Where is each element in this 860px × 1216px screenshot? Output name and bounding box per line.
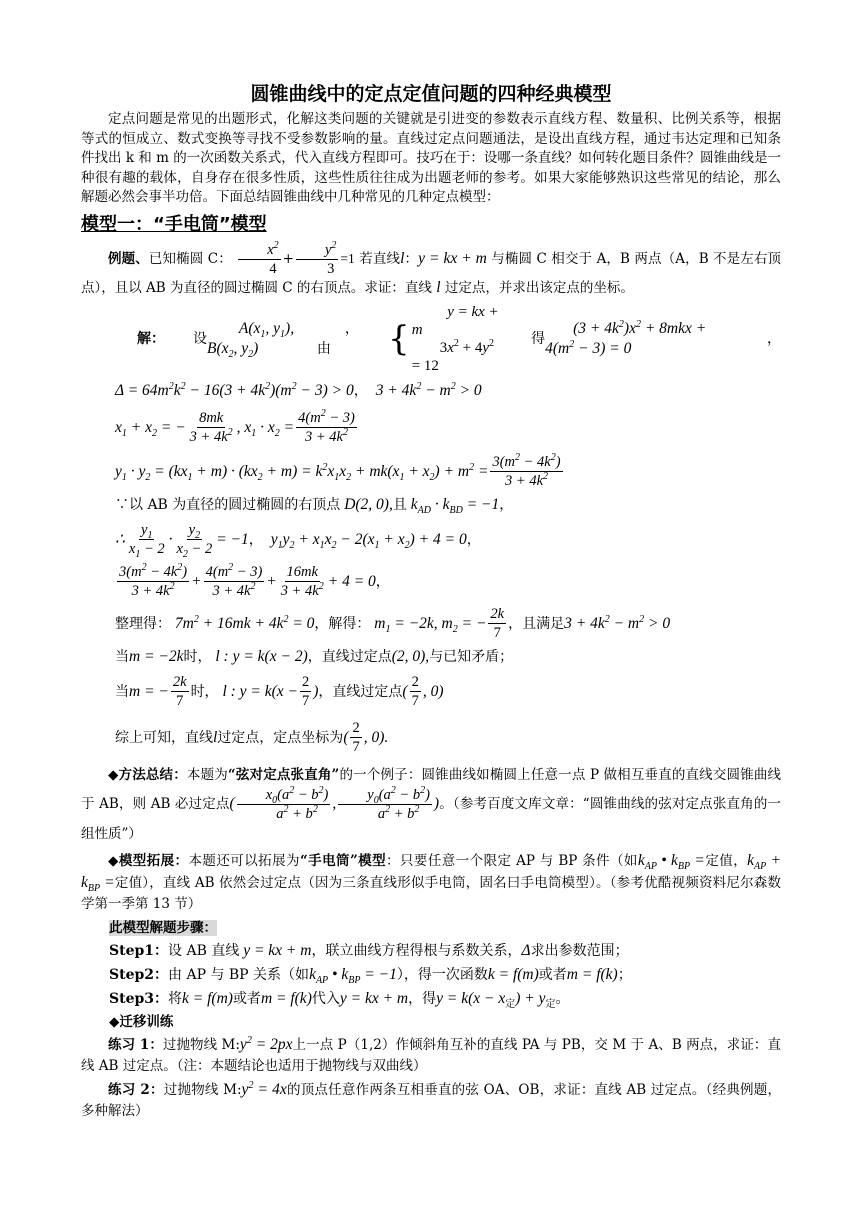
step-3-text-d: 。 [555,990,570,1007]
case1-when: 当 [115,648,129,665]
conclusion-text-a: 综上可知，直线 [115,729,213,746]
step-2-label: Step2： [109,966,169,983]
equation-system: y = kx + m $3x^2 + 4y^2 = 12$ [411,303,499,374]
summary-keyword: “弦对定点张直角” [227,766,340,783]
exercise-2-text-a: 过抛物线 M: [163,1082,242,1099]
substitution-line: $\frac{3(m^2 - 4k^2)}{3 + 4k^2}$ + $\frac{4(m^2 - 3)}{3 + 4k^2}$ + $\frac{16mk}{3 + 4k^2}$ + 4 = 0 ， [119,562,390,600]
intro-paragraph: 定点问题是常见的出题形式，化解这类问题的关键就是引进变的参数表示直线方程、数量积、比例关系等，根据等式的恒成立、数式变换等寻找不受参数影响的量。直线过定点问题通法，是设出直线方程，通过韦达定理和已知条件找出 k 和 m 的一次函数关系式，代入直线方程即可。技巧在于：设哪一条直线？如何转化题目条件？圆锥曲线是一种很有趣的载体，自身存在很多性质，这些性质往往成为出题老师的参考。如果大家能够熟识这些常见的结论，那么解题必然会事半功倍。下面总结圆锥曲线中几种常见的几种定点模型： [81,111,781,206]
condition-and-text: 且 [392,496,407,513]
step-1-text-c: 求出参数范围； [530,942,629,959]
example-text-d: 过定点，并求出该定点的坐标。 [444,279,634,296]
ellipse-term-y: $\frac{y^2}{3}$ [296,242,338,277]
case2-fixed-point-text: ，直线过定点 [318,683,403,700]
extension-text-a: 本题还可以拓展为 [188,852,300,869]
solution-line-1: 解： 设 $A(x_1$, $y_1$), $B(x_2$, $y_2$) ，由 { y = kx + m $3x^2 + 4y^2 = 12$ 得 $(3 + 4k^2)x^2 + 8mkx + 4(m^2 - 3) = 0$ ， [81,303,781,375]
step-1-text-a: 设 AB 直线 [168,942,240,959]
step-3-text-b: 代入 [311,990,340,1007]
exercise-1-text-b: 上一点 P（1,2）作倾斜角互补的直线 PA 与 PB，交 M 于 A、B 两点，求证：直线 AB 过定点。（注：本题结论也适用于抛物线与双曲线） [81,1037,782,1075]
summary-label: ◆方法总结： [108,766,187,783]
example-text-c: 与椭圆 C 相交于 A，B 两点（A，B 不是左右顶点），且以 AB 为直径的圆过椭圆 C 的右顶点。求证：直线 [81,250,782,296]
solve-text: ，解得： [314,615,371,632]
simplify-line: 整理得： $7m^2 + 16mk + 4k^2 = 0$ ，解得： $m_1 = -2k$, $m_2$ = − $\frac{2k}{7}$ ，且满足 $3 + 4k^2 - m^2 > 0$ [115,606,671,642]
summary-text-b: 的一个例子：圆锥曲线如椭圆上任意一点 P 做相互垂直的直线交圆锥曲线于 AB，则 AB 必过定点 [81,766,782,812]
vieta-line: $x_1 + x_2$ = − $\frac{8mk}{3 + 4k^2}$ , $x_1 \cdot x_2$ = $\frac{4(m^2 - 3)}{3 + 4k^2}$ [115,408,355,446]
ellipse-term-x: $\frac{x^2}{4}$ [238,242,280,277]
step-3: Step3： 将 k = f(m) 或者 m = f(k) 代入 y = kx + m ，得 $y = k(x - x_定) + y_定$ 。 [109,989,570,1010]
solution-by-text: ，由 [316,320,359,357]
conclusion-line: 综上可知，直线 l 过定点，定点坐标为 ( $\frac{2}{7}$ , 0). [115,720,389,756]
extension-text-d: 定值），直线 AB 依然会过定点（因为三条直线形似手电筒，固名曰手电筒模型）。（参考优酷视频资料尼尔森数学第一季第 13 节） [81,874,781,912]
line-equation: y = kx + m [418,249,487,267]
steps-heading-row [81,919,781,939]
step-3-label: Step3： [109,990,169,1007]
solution-label: 解： [137,330,165,347]
model-extension: ◆模型拓展：本题还可以拓展为“手电筒”模型：只要任意一个限定 AP 与 BP 条件（如$k_{AP}$ • $k_{BP}$ =定值，$k_{AP} + k_{BP}$ =定值），直线 AB 依然会过定点（因为三条直线形似手电筒，固名曰手电筒模型）。（参考优酷视频资料尼尔森数学第一季第 13 节） [81,851,782,912]
summary-text-c: 。（参考百度文库文章：“圆锥曲线的弦对定点张直角的一组性质”） [81,795,782,842]
case1-fixed-point-text: ，直线过定点 [307,648,392,665]
discriminant-line: $\Delta = 64m^2k^2 - 16(3 + 4k^2)(m^2 - 3) > 0$ ， $3 + 4k^2 - m^2 > 0$ [115,380,482,399]
step-1: Step1： 设 AB 直线 y = kx + m ，联立曲线方程得根与系数关系， Δ 求出参数范围； [109,941,629,959]
step-3-text-a: 将 [168,990,183,1007]
condition-text: ∵以 AB 为直径的圆过椭圆的右顶点 [115,496,341,513]
conclusion-text-b: 过定点，定点坐标为 [217,729,344,746]
case2-line: 当 m = − $\frac{2k}{7}$ 时， l : y = k(x − $\frac{2}{7}$ ) ，直线过定点 ( $\frac{2}{7}$ , 0) [115,674,444,710]
solution-get-text: 得 [531,330,546,347]
page-title: 圆锥曲线中的定点定值问题的四种经典模型 [250,83,612,105]
document-body [81,80,781,1122]
step-1-label: Step1： [109,942,169,959]
example-paragraph: 例题、已知椭圆 C： $\frac{x^2}{4}$ + $\frac{y^2}{3}$ =1 若直线l：y = kx + m 与椭圆 C 相交于 A，B 两点（A，B 不是左右顶点），且以 AB 为直径的圆过椭圆 C 的右顶点。求证：直线 l 过定点，并求出该定点的坐标。 [81,240,782,296]
training-heading: ◆迁移训练 [109,1013,174,1030]
slope-product-line: ∴ $\frac{y_1}{x_1 - 2}$ · $\frac{y_2}{x_2 - 2}$ = −1 ， $y_1y_2 + x_1x_2 - 2(x_1 + x_2) + 4 = 0$ ， [115,522,481,561]
step-1-text-b: ，联立曲线方程得根与系数关系， [311,942,522,959]
extension-keyword: “手电筒”模型 [299,852,387,869]
exercise-1: 练习 1：过抛物线 $M:y^2 = 2px$上一点 P（1,2）作倾斜角互补的直线 PA 与 PB，交 M 于 A、B 两点，求证：直线 AB 过定点。（注：本题结论也适用于抛物线与双曲线） [81,1035,782,1075]
step-2: Step2： 由 AP 与 BP 关系（如 $k_{AP}$ • $k_{BP} = -1$ ），得一次函数 k = f(m) 或者 m = f(k) ； [109,965,632,986]
step-2-text-a: 由 AP 与 BP 关系（如 [168,966,310,983]
case2-when: 当 [115,683,129,700]
extension-text-b: ：只要任意一个限定 AP 与 BP 条件（如 [386,852,638,869]
example-text-b: 若直线 [359,250,401,267]
step-2-text-b: ），得一次函数 [396,966,488,983]
example-label: 例题、 [108,250,149,267]
case1-contradiction: 与已知矛盾； [429,648,514,665]
exercise-2: 练习 2：过抛物线 $M:y^2 = 4x$的顶点任意作两条互相垂直的弦 OA、OB，求证：直线 AB 过定点。（经典例题，多种解法） [81,1080,782,1120]
product-line: $y_1 \cdot y_2 = (kx_1 + m) \cdot (kx_2 + m) = k^2x_1x_2 + mk(x_1 + x_2) + m^2$ = $\frac{3(m^2 - 4k^2)}{3 + 4k^2}$ [115,452,561,490]
exercise-2-label: 练习 2： [108,1082,164,1099]
model1-heading: 模型一：“手电筒”模型 [81,213,267,235]
steps-heading: 此模型解题步骤： [109,919,217,936]
exercise-2-text-b: 的顶点任意作两条互相垂直的弦 OA、OB，求证：直线 AB 过定点。（经典例题，多种解法） [81,1082,782,1120]
extension-label: ◆模型拓展： [108,852,189,869]
satisfy-text: ，且满足 [508,615,565,632]
simplify-text: 整理得： [115,615,171,632]
exercise-1-text-a: 过抛物线 M: [162,1037,240,1054]
exercise-1-label: 练习 1： [108,1037,163,1054]
case2-when-b: 时， [190,683,219,700]
case1-line: 当 m = −2k 时， l : y = k(x − 2) ，直线过定点 (2, 0), 与已知矛盾； [115,647,514,665]
example-text-a: 已知椭圆 C： [148,250,232,267]
summary-text-a: 本题为 [186,766,228,783]
case1-when-b: 时， [183,648,212,665]
extension-text-c: 定值， [704,852,748,869]
condition-line: ∵以 AB 为直径的圆过椭圆的右顶点 D(2, 0), 且 $k_{AD} \cdot k_{BD} = -1$ ， [115,495,514,517]
step-3-text-c: ，得 [408,990,437,1007]
step-2-text-c: ； [617,966,632,983]
method-summary: ◆方法总结：本题为“弦对定点张直角”的一个例子：圆锥曲线如椭圆上任意一点 P 做相互垂直的直线交圆锥曲线于 AB，则 AB 必过定点( $\frac{x_0(a^2 - b^2)}{a^2 + b^2}$ , $\frac{y_0(a^2 - b^2)}{a^2 + b^2}$ )。（参考百度文库文章：“圆锥曲线的弦对定点张直角的一组性质”） [81,766,782,842]
solution-set-text: 设 [193,330,207,347]
